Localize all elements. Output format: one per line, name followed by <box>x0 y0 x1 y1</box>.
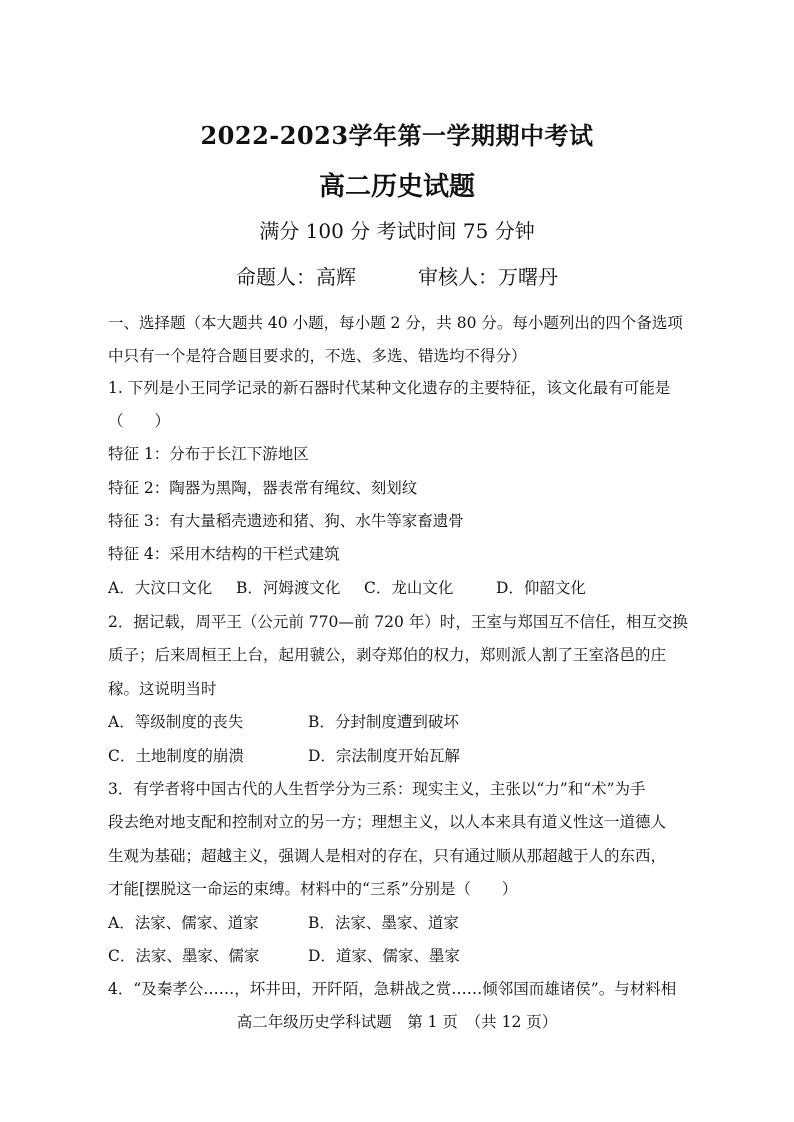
section-instructions-2: 中只有一个是符合题目要求的，不选、多选、错选均不得分） <box>108 347 527 365</box>
q1-option-a: A．大汶口文化 <box>108 579 213 597</box>
q3-option-c: C．法家、墨家、儒家 <box>108 947 260 965</box>
q3-option-d: D．道家、儒家、墨家 <box>308 947 460 965</box>
exam-info: 满分 100 分 考试时间 75 分钟 <box>259 219 535 243</box>
q2-option-c: C．土地制度的崩溃 <box>108 747 244 765</box>
q1-stem-2: （ ） <box>108 412 171 430</box>
q1-option-c: C．龙山文化 <box>364 579 454 597</box>
q1-stem-1: 1. 下列是小王同学记录的新石器时代某种文化遗存的主要特征，该文化最有可能是 <box>108 379 671 397</box>
q1-feature-1: 特征 1：分布于长江下游地区 <box>108 445 309 463</box>
q3-stem-1: 3．有学者将中国古代的人生哲学分为三系：现实主义，主张以“力”和“术”为手 <box>108 780 646 798</box>
q3-stem-3: 生观为基础；超越主义，强调人是相对的存在，只有通过顺从那超越于人的东西， <box>108 847 667 865</box>
q1-feature-4: 特征 4：采用木结构的干栏式建筑 <box>108 545 340 563</box>
page-footer: 高二年级历史学科试题 第 1 页 （共 12 页） <box>236 1013 558 1031</box>
q3-stem-4: 才能[摆脱这一命运的束缚。材料中的“三系”分别是（ ） <box>108 880 518 898</box>
q1-feature-3: 特征 3：有大量稻壳遗迹和猪、狗、水牛等家畜遗骨 <box>108 512 464 530</box>
q3-option-b: B．法家、墨家、道家 <box>308 914 459 932</box>
subject-title: 高二历史试题 <box>318 172 475 202</box>
author-line <box>0 261 794 290</box>
q2-stem-1: 2．据记载，周平王（公元前 770—前 720 年）时，王室与郑国互不信任，相互交换 <box>108 613 688 631</box>
q1-feature-2: 特征 2：陶器为黑陶，器表常有绳纹、刻划纹 <box>108 479 418 497</box>
q1-option-b: B．河姆渡文化 <box>236 579 341 597</box>
q3-option-a: A．法家、儒家、道家 <box>108 914 259 932</box>
q2-option-d: D．宗法制度开始瓦解 <box>308 747 460 765</box>
q3-stem-2: 段去绝对地支配和控制对立的另一方；理想主义，以人本来具有道义性这一道德人 <box>108 813 667 831</box>
q2-option-a: A．等级制度的丧失 <box>108 713 244 731</box>
q2-stem-3: 稼。这说明当时 <box>108 680 217 698</box>
author: 命题人：高辉 <box>236 265 356 289</box>
section-instructions-1: 一、选择题（本大题共 40 小题，每小题 2 分，共 80 分。每小题列出的四个备选项 <box>108 314 683 332</box>
q1-option-d: D．仰韶文化 <box>496 579 586 597</box>
exam-title: 2022-2023学年第一学期期中考试 <box>200 121 594 150</box>
q2-option-b: B．分封制度遭到破坏 <box>308 713 459 731</box>
q4-stem-1: 4．“及秦孝公……，坏井田，开阡陌，急耕战之赏……倾邻国而雄诸侯”。与材料相 <box>108 980 677 998</box>
reviewer: 审核人：万曙丹 <box>418 265 558 289</box>
q2-stem-2: 质子；后来周桓王上台，起用虢公，剥夺郑伯的权力，郑则派人割了王室洛邑的庄 <box>108 646 667 664</box>
